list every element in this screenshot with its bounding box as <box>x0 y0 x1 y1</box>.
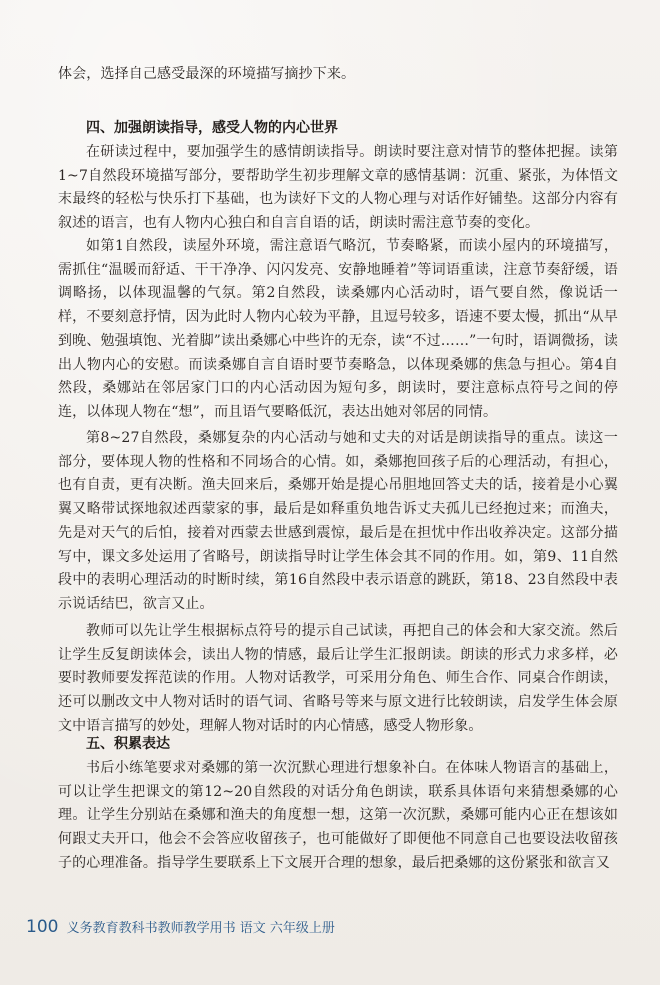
page-footer <box>26 917 335 937</box>
section-heading-four: 四、加强朗读指导，感受人物的内心世界 <box>86 120 338 136</box>
paragraph-teaching-method: 教师可以先让学生根据标点符号的提示自己试读，再把自己的体会和大家交流。然后让学生反复朗读体会，读出人物的情感，最后让学生汇报朗读。朗读的形式力求多样，必要时教师要发挥范读的作用。人物对话教学，可采用分角色、师生合作、同桌合作朗读，还可以删改文中人物对话时的语气词、省略号等来与原文进行比较朗读，启发学生体会原文中语言描写的妙处，理解人物对话时的内心情感，感受人物形象。 <box>58 623 618 734</box>
page-number: 100 <box>26 917 59 937</box>
paragraph-reading-examples: 如第1自然段，读屋外环境，需注意语气略沉，节奏略紧，而读小屋内的环境描写，需抓住“温暖而舒适、干干净净、闪闪发亮、安静地睡着”等词语重读，注意节奏舒缓，语调略扬，以体现温馨的气氛。第2自然段，读桑娜内心活动时，语气要自然，像说话一样，不要刻意抒情，因为此时人物内心较为平静，且逗号较多，语速不要太慢，抓出“从早到晚、勉强填饱、光着脚”读出桑娜心中些许的无奈，读“不过……”一句时，语调微扬，读出人物内心的安慰。而读桑娜自言自语时要节奏略急，以体现桑娜的焦急与担心。第4自然段，桑娜站在邻居家门口的内心活动因为短句多，朗读时，要注意标点符号之间的停连，以体现人物在“想”，而且语气要略低沉，表达出她对邻居的同情。 <box>58 238 618 420</box>
paragraph-writing-practice: 书后小练笔要求对桑娜的第一次沉默心理进行想象补白。在体味人物语言的基础上，可以让学生把课文的第12~20自然段的对话分角色朗读，联系具体语句来猜想桑娜的心理。让学生分别站在桑娜和渔夫的角度想一想，这第一次沉默，桑娜可能内心正在想该如何跟丈夫开口，他会不会答应收留孩子，也可能做好了即便他不同意自己也要设法收留孩子的心理准备。指导学生要联系上下文展开合理的想象，最后把桑娜的这份紧张和欲言又 <box>58 760 618 871</box>
section-heading-five: 五、积累表达 <box>86 736 170 752</box>
paragraph-opening: 体会，选择自己感受最深的环境描写摘抄下来。 <box>58 66 356 82</box>
paragraph-dialogue-focus: 第8~27自然段，桑娜复杂的内心活动与她和丈夫的对话是朗读指导的重点。读这一部分，要体现人物的性格和不同场合的心情。如，桑娜抱回孩子后的心理活动，有担心，也有自责，更有决断。渔夫回来后，桑娜开始是提心吊胆地回答丈夫的话，接着是小心翼翼又略带试探地叙述西蒙家的事，最后是如释重负地告诉丈夫孤儿已经抱过来；而渔夫，先是对天气的后怕，接着对西蒙去世感到震惊，最后是在担忧中作出收养决定。这部分描写中，课文多处运用了省略号，朗读指导时让学生体会其不同的作用。如，第9、11自然段中的表明心理活动的时断时续，第16自然段中表示语意的跳跃，第18、23自然段中表示说话结巴，欲言又止。 <box>58 430 618 612</box>
paragraph-reading-overview: 在研读过程中，要加强学生的感情朗读指导。朗读时要注意对情节的整体把握。读第1~7自然段环境描写部分，要帮助学生初步理解文章的感情基调：沉重、紧张，为体悟文末最终的轻松与快乐打下基础，也为读好下文的人物心理与对话作好铺垫。这部分内容有叙述的语言，也有人物内心独白和自言自语的话，朗读时需注意节奏的变化。 <box>58 144 618 232</box>
book-title: 义务教育教科书教师教学用书 语文 六年级上册 <box>66 921 335 936</box>
